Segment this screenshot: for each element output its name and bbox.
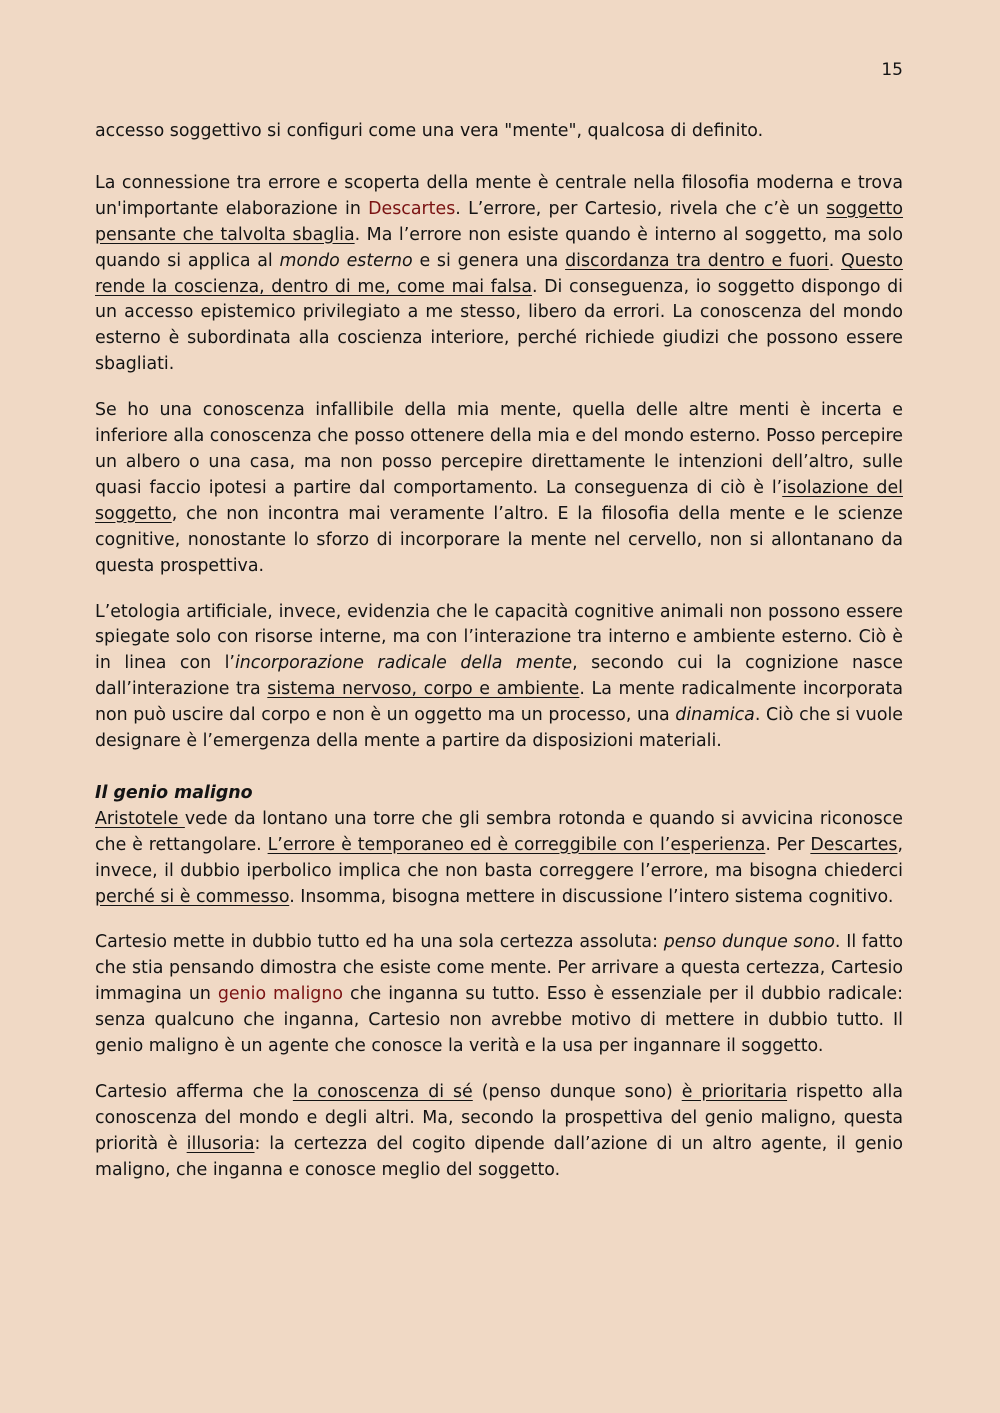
paragraph-continuation bbox=[95, 119, 903, 145]
section-heading: Il genio maligno bbox=[95, 782, 253, 803]
text-run: Cartesio mette in dubbio tutto ed ha una sola certezza assoluta: bbox=[95, 932, 664, 953]
text-run: L’etologia artificiale, invece, evidenzia che le capacità cognitive animali non possono essere spiegate solo con risorse interne, ma con l’interazione tra interno e ambiente esterno. Ciò è in linea con l’ bbox=[95, 601, 903, 674]
text-run: vede da lontano una torre che gli sembra rotonda e quando si avvicina riconosce che è rettangolare. bbox=[95, 808, 904, 855]
paragraph-descartes-error bbox=[95, 171, 903, 378]
underlined-phrase: Questo rende la coscienza, dentro di me, come mai falsa bbox=[95, 250, 904, 297]
paragraph-aristotle bbox=[95, 807, 903, 911]
emphasis-phrase: dinamica bbox=[675, 705, 755, 726]
underlined-phrase: L’errore è temporaneo ed è correggibile con l’esperienza bbox=[267, 834, 766, 855]
text-run: . Il fatto che stia pensando dimostra che esiste come mente. Per arrivare a questa certezza, Cartesio immagina un bbox=[95, 932, 903, 1005]
descartes-link[interactable]: Descartes bbox=[368, 198, 456, 219]
underlined-phrase: discordanza tra dentro e fuori bbox=[565, 250, 829, 271]
text-run: : la certezza del cogito dipende dall’azione di un altro agente, il genio maligno, che inganna e conosce meglio del soggetto. bbox=[95, 1133, 903, 1180]
text-run: (penso dunque sono) bbox=[472, 1082, 682, 1102]
underlined-phrase: la conoscenza di sé bbox=[292, 1082, 473, 1102]
text-run: , che non incontra mai veramente l’altro. E la filosofia della mente e le scienze cognitive, nonostante lo sforzo di incorporare la mente nel cervello, non si allontanano da questa prospettiva. bbox=[95, 503, 903, 576]
text-run: . bbox=[828, 250, 842, 271]
text-run: . L’errore, per Cartesio, rivela che c’è un bbox=[455, 198, 827, 219]
text-run: rispetto alla conoscenza del mondo e degli altri. Ma, secondo la prospettiva del genio maligno, questa priorità è bbox=[95, 1082, 904, 1154]
text-run: , invece, il dubbio iperbolico implica che non basta correggere l’errore, ma bisogna chiederci bbox=[95, 834, 903, 881]
text-run: e si genera una bbox=[412, 250, 566, 271]
paragraph-artificial-ethology bbox=[95, 600, 903, 755]
text-run: che inganna su tutto. Esso è essenziale per il dubbio radicale: senza qualcuno che inganna, Cartesio non avrebbe motivo di mettere in dubbio tutto. Il genio maligno è un agente che conosce la verità e la usa per ingannare il soggetto. bbox=[95, 984, 903, 1057]
underlined-phrase: è prioritaria bbox=[681, 1082, 788, 1102]
underlined-phrase: perché si è commesso bbox=[95, 886, 290, 907]
genio-maligno-link[interactable]: genio maligno bbox=[217, 984, 344, 1005]
paragraph-other-minds bbox=[95, 398, 903, 579]
text-run: . Ma l’errore non esiste quando è interno al soggetto, ma solo quando si applica al bbox=[95, 224, 903, 271]
emphasis-phrase: incorporazione radicale della mente bbox=[234, 653, 573, 674]
text-run: . La mente radicalmente incorporata non può uscire dal corpo e non è un oggetto ma un processo, una bbox=[95, 679, 903, 726]
paragraph-cogito bbox=[95, 930, 903, 1060]
paragraph-priority bbox=[95, 1080, 903, 1184]
text-run: , secondo cui la cognizione nasce dall’interazione tra bbox=[95, 653, 904, 700]
text-run: La connessione tra errore e scoperta della mente è centrale nella filosofia moderna e trova un'importante elaborazione in bbox=[95, 172, 903, 219]
text-run: . Insomma, bisogna mettere in discussione l’intero sistema cognitivo. bbox=[289, 886, 894, 907]
document-body bbox=[95, 119, 903, 1184]
paragraph-text: accesso soggettivo si configuri come una vera "mente", qualcosa di definito. bbox=[95, 121, 764, 141]
underlined-phrase: illusoria bbox=[186, 1133, 255, 1154]
text-run: Cartesio afferma che bbox=[95, 1082, 293, 1102]
underlined-phrase: soggetto pensante che talvolta sbaglia bbox=[95, 198, 903, 245]
text-run: . Per bbox=[765, 834, 811, 855]
underlined-phrase: Descartes bbox=[810, 834, 898, 855]
emphasis-phrase: penso dunque sono bbox=[663, 932, 835, 953]
text-run: . Ciò che si vuole designare è l’emergenza della mente a partire da disposizioni materiali. bbox=[95, 705, 904, 752]
page-number: 15 bbox=[881, 60, 903, 80]
underlined-phrase: isolazione del soggetto bbox=[95, 477, 903, 524]
text-run: . Di conseguenza, io soggetto dispongo di un accesso epistemico privilegiato a me stesso, libero da errori. La conoscenza del mondo esterno è subordinata alla coscienza interiore, perché richiede giudizi che possono essere sbagliati. bbox=[95, 276, 903, 375]
underlined-phrase: sistema nervoso, corpo e ambiente bbox=[267, 679, 580, 700]
underlined-phrase: Aristotele bbox=[95, 808, 185, 829]
emphasis-phrase: mondo esterno bbox=[279, 250, 413, 271]
text-run: Se ho una conoscenza infallibile della mia mente, quella delle altre menti è incerta e inferiore alla conoscenza che posso ottenere della mia e del mondo esterno. Posso percepire un albero o una casa, ma non posso percepire direttamente le intenzioni dell’altro, sulle quasi faccio ipotesi a partire dal comportamento. La conseguenza di ciò è l’ bbox=[95, 400, 903, 498]
